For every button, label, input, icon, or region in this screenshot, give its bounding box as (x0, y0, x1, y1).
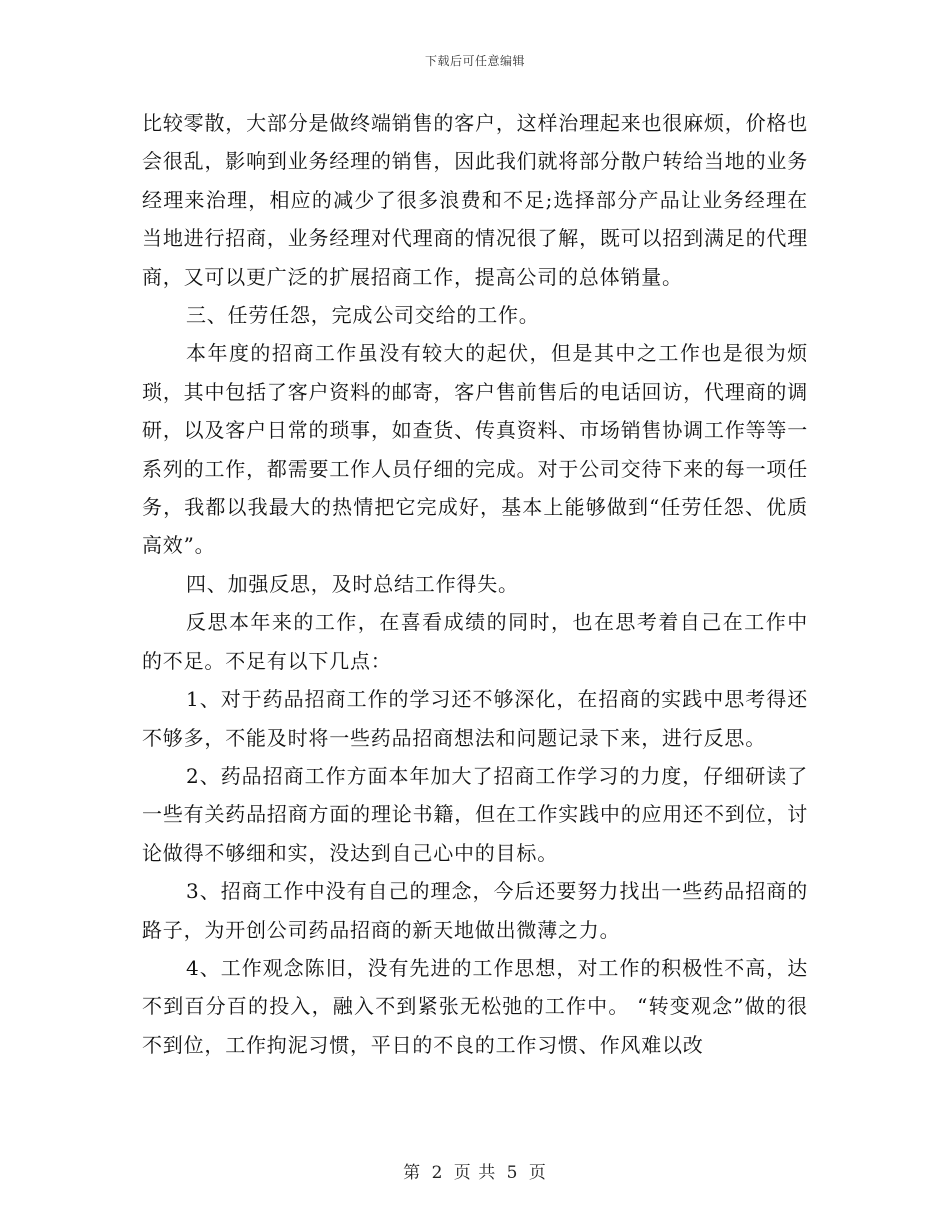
list-item-3: 3、招商工作中没有自己的理念，今后还要努力找出一些药品招商的路子，为开创公司药品招商的新天地做出微薄之力。 (142, 879, 808, 942)
document-body (142, 104, 808, 1064)
page-footer-suffix: 页 (528, 1163, 547, 1183)
list-item-2: 2、药品招商工作方面本年加大了招商工作学习的力度，仔细研读了一些有关药品招商方面的理论书籍，但在工作实践中的应用还不到位，讨论做得不够细和实，没达到自己心中的目标。 (142, 763, 808, 865)
page-footer-middle: 页 共 (453, 1163, 497, 1183)
page-header: 下载后可任意编辑 (424, 54, 525, 68)
total-page-count: 5 (506, 1163, 519, 1183)
paragraph-continuation: 比较零散，大部分是做终端销售的客户，这样治理起来也很麻烦，价格也会很乱，影响到业务经理的销售，因此我们就将部分散户转给当地的业务经理来治理，相应的减少了很多浪费和不足;选择部分产品让业务经理在当地进行招商，业务经理对代理商的情况很了解，既可以招到满足的代理商，又可以更广泛的扩展招商工作，提高公司的总体销量。 (142, 111, 808, 289)
paragraph-section-3-body: 本年度的招商工作虽没有较大的起伏，但是其中之工作也是很为烦琐，其中包括了客户资料的邮寄，客户售前售后的电话回访，代理商的调研，以及客户日常的琐事，如查货、传真资料、市场销售协调工作等等一系列的工作，都需要工作人员仔细的完成。对于公司交待下来的每一项任务，我都以我最大的热情把它完成好，基本上能够做到“任劳任怨、优质高效”。 (142, 341, 808, 558)
page-footer-prefix: 第 (403, 1163, 422, 1183)
list-item-1: 1、对于药品招商工作的学习还不够深化，在招商的实践中思考得还不够多，不能及时将一些药品招商想法和问题记录下来，进行反思。 (142, 687, 808, 750)
section-heading-3: 三、任劳任怨，完成公司交给的工作。 (186, 303, 540, 328)
list-item-4: 4、工作观念陈旧，没有先进的工作思想，对工作的积极性不高，达不到百分百的投入，融入不到紧张无松弛的工作中。 “转变观念”做的很不到位，工作拘泥习惯，平日的不良的工作习惯、作风难以改 (142, 955, 808, 1057)
section-heading-4: 四、加强反思，及时总结工作得失。 (186, 571, 519, 596)
current-page-number: 2 (431, 1163, 444, 1183)
paragraph-section-4-intro: 反思本年来的工作，在喜看成绩的同时，也在思考着自己在工作中的不足。不足有以下几点： (142, 610, 808, 673)
page-footer (0, 1158, 950, 1183)
